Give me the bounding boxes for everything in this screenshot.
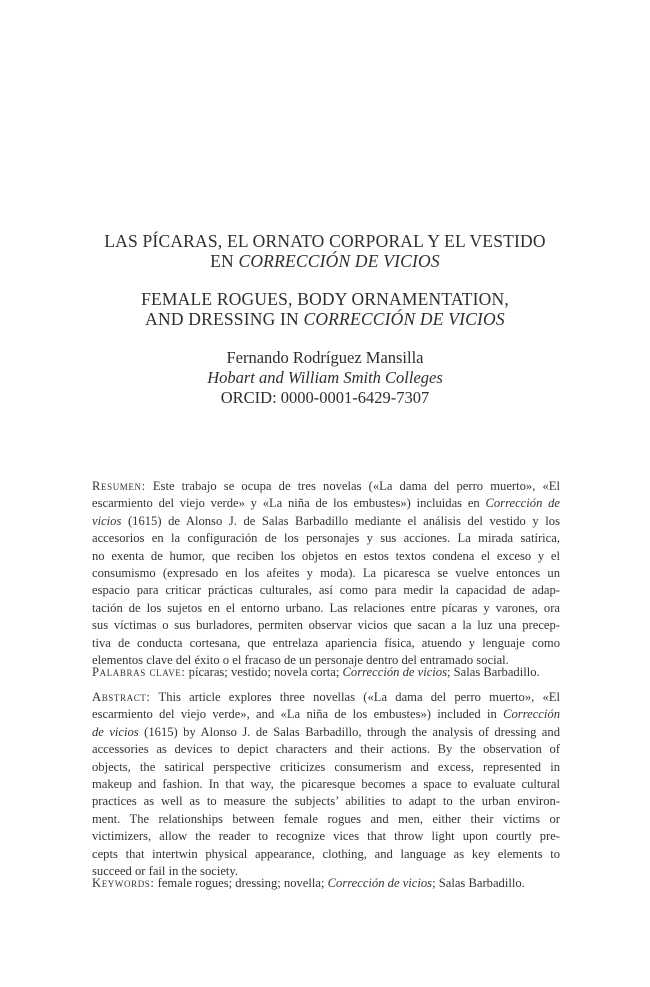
title-spanish-line-2-prefix: EN: [210, 251, 239, 271]
title-spanish: [40, 231, 610, 271]
resumen-book-title: Corrección de: [485, 496, 560, 511]
author-affiliation: Hobart and William Smith Colleges: [207, 368, 443, 387]
resumen-line: no exenta de humor, que reciben los objetos en estos textos condena el exceso y el: [92, 548, 560, 563]
resumen-text: Este trabajo se ocupa de tres novelas («La dama del perro muerto», «El: [145, 479, 560, 493]
keywords-text-end: ; Salas Barbadillo.: [432, 876, 525, 890]
abstract-label: Abstract:: [92, 690, 151, 704]
resumen-line: consumismo (expresado en los afeites y moda). La picaresca se vuelve entonces un: [92, 566, 560, 581]
abstract-line: objects, the satirical perspective criticizes consumerism and excess, represented in: [92, 759, 560, 774]
abstract-line: [92, 706, 560, 723]
abstract-line: succeed or fail in the society.: [92, 864, 239, 879]
resumen-line: tación de los sujetos en el entorno urbano. Las relaciones entre pícaras y varones, ora: [92, 600, 560, 615]
keywords-paragraph: [92, 875, 560, 892]
abstract-line: ment. The relationships between female rogues and men, either their victims or: [92, 811, 560, 826]
palabras-clave-text-end: ; Salas Barbadillo.: [446, 665, 540, 679]
resumen-label: Resumen:: [92, 479, 146, 493]
title-english-line-2-prefix: AND DRESSING IN: [145, 309, 304, 329]
title-spanish-book-title: CORRECCIÓN DE VICIOS: [238, 251, 440, 271]
palabras-clave-text: pícaras; vestido; novela corta;: [185, 665, 343, 679]
palabras-clave-line: [92, 664, 560, 681]
palabras-clave-paragraph: [92, 664, 560, 681]
abstract-text: escarmiento del viejo verde», and «La niña de los embustes») included in: [92, 707, 504, 722]
author-orcid: ORCID: 0000-0001-6429-7307: [220, 388, 430, 407]
resumen-line: [92, 495, 560, 512]
resumen-line: sus víctimas o sus burladores, permiten observar vicios que sacan a la luz una precep-: [92, 618, 560, 633]
abstract-line: [92, 689, 560, 706]
abstract-text: This article explores three novellas («La dama del perro muerto», «El: [150, 690, 560, 704]
resumen-line: [92, 513, 560, 530]
author-block: [40, 348, 610, 408]
abstract-paragraph: [92, 689, 560, 880]
title-english: [40, 289, 610, 329]
resumen-line: accesorios en la configuración de los personajes y sus acciones. La mirada satírica,: [92, 531, 560, 546]
abstract-line: victimizers, allow the reader to recognize vices that throw light upon courtly pre-: [92, 829, 560, 844]
title-spanish-line-2: [40, 251, 610, 271]
abstract-book-title: de vicios: [92, 724, 139, 739]
resumen-line: elementos clave del éxito o el fracaso de un personaje dentro del entramado social.: [92, 653, 509, 668]
title-english-line-2: [40, 309, 610, 329]
title-english-line-1: FEMALE ROGUES, BODY ORNAMENTATION,: [141, 289, 509, 309]
keywords-book-title: Corrección de vicios: [327, 876, 433, 890]
resumen-text: (1615) de Alonso J. de Salas Barbadillo mediante el análisis del vestido y los: [121, 513, 560, 528]
abstract-line: accessories as devices to depict characters and their actions. By the observation of: [92, 742, 560, 757]
keywords-label: Keywords:: [92, 876, 155, 890]
abstract-line: [92, 724, 560, 741]
resumen-paragraph: [92, 478, 560, 669]
resumen-line: [92, 478, 560, 495]
abstract-book-title: Corrección: [503, 707, 560, 722]
resumen-text: escarmiento del viejo verde» y «La niña de los embustes») incluidas en: [92, 496, 486, 511]
title-english-book-title: CORRECCIÓN DE VICIOS: [303, 309, 505, 329]
title-spanish-line-1: LAS PÍCARAS, EL ORNATO CORPORAL Y EL VESTIDO: [104, 231, 546, 251]
abstract-line: cepts that intertwin physical appearance, clothing, and language as key elements to: [92, 846, 560, 861]
palabras-clave-book-title: Corrección de vicios: [342, 665, 447, 679]
keywords-text: female rogues; dressing; novella;: [154, 876, 328, 890]
abstract-text: (1615) by Alonso J. de Salas Barbadillo, through the analysis of dressing and: [138, 724, 560, 739]
resumen-line: espacio para criticar prácticas culturales, así como para medir la capacidad de adap-: [92, 583, 560, 598]
resumen-book-title: vicios: [92, 513, 122, 528]
author-name: Fernando Rodríguez Mansilla: [226, 348, 424, 367]
resumen-line: tiva de conducta cortesana, que entrelaza apariencia física, atuendo y lenguaje como: [92, 635, 560, 650]
palabras-clave-label: Palabras clave:: [92, 665, 186, 679]
abstract-line: practices as well as to measure the subjects’ abilities to adapt to the urban environ-: [92, 794, 560, 809]
abstract-line: makeup and fashion. In that way, the picaresque becomes a space to evaluate cultural: [92, 777, 560, 792]
keywords-line: [92, 875, 560, 892]
